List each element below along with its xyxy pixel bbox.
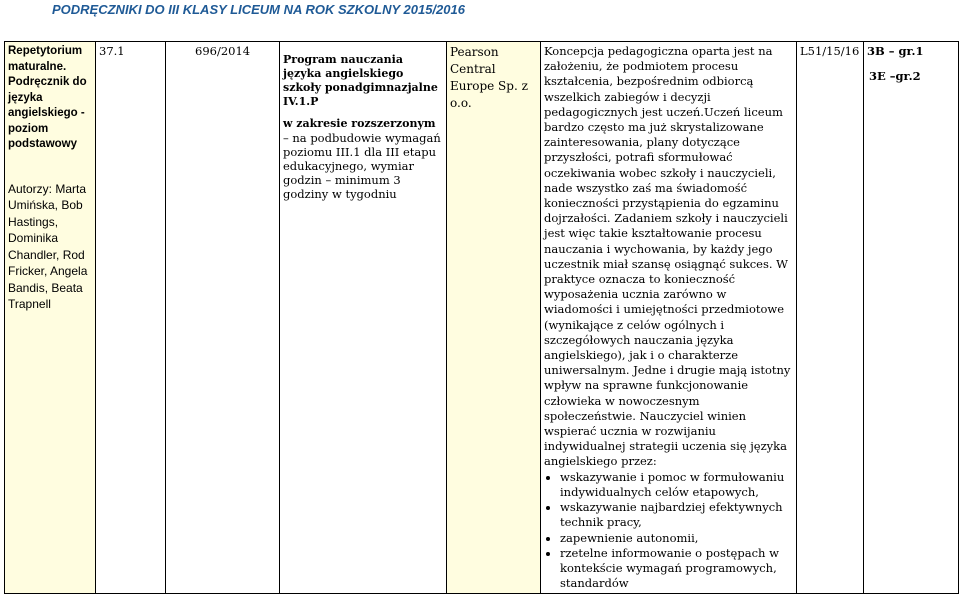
number-cell — [96, 42, 166, 594]
class-group-1: 3B – gr.1 — [867, 44, 924, 58]
table-row — [5, 42, 959, 594]
program-scope: w zakresie rozszerzonym — [283, 117, 436, 130]
program-title: Program nauczania języka angielskiego szkoły ponadgimnazjalne IV.1.P — [283, 53, 438, 108]
approval-number: 696/2014 — [195, 44, 251, 58]
concept-cell — [541, 42, 797, 594]
list-item: • rzetelne informowanie o postępach w kontekście wymagań programowych, standardów — [560, 546, 793, 592]
book-authors: Autorzy: Marta Umińska, Bob Hastings, Dominika Chandler, Rod Fricker, Angela Bandis, Beata Trapnell — [8, 181, 88, 311]
list-item: • wskazywanie najbardziej efektywnych technik pracy, — [560, 500, 793, 530]
book-number: 37.1 — [99, 44, 125, 58]
book-cell — [5, 42, 96, 594]
concept-bullets — [544, 470, 793, 592]
page-header: PODRĘCZNIKI DO III KLASY LICEUM NA ROK SZKOLNY 2015/2016 — [52, 2, 465, 17]
class-cell — [864, 42, 959, 594]
publisher-name: Pearson Central Europe Sp. z o.o. — [450, 45, 528, 110]
class-group-2: 3E –gr.2 — [869, 69, 921, 83]
approval-code: L51/15/16 — [800, 44, 860, 58]
list-item: • zapewnienie autonomii, — [560, 531, 793, 546]
approval-cell — [166, 42, 280, 594]
book-title: Repetytorium maturalne. Podręcznik do języka angielskiego - poziom podstawowy — [8, 45, 87, 150]
program-cell — [280, 42, 447, 594]
concept-text: Koncepcja pedagogiczna oparta jest na założeniu, że podmiotem procesu kształcenia, bezpośrednim odbiorcą wszelkich zabiegów i decyzji pedagogicznych jest uczeń.Uczeń liceum bardzo często ma już skrystalizowane zainteresowania, plany dotyczące przyszłości, potrafi sformułować oczekiwania wobec szkoły i nauczycieli, nade wszystko zaś ma świadomość konieczności przystąpienia do egzaminu dojrzałości. Zadaniem szkoły i nauczycieli jest więc takie kształtowanie procesu nauczania i wychowania, by każdy jego uczestnik miał szansę osiągnąć sukces. W praktyce oznacza to konieczność wyposażenia ucznia zarówno w wiadomości i umiejętności przedmiotowe (wynikające z celów ogólnych i szczegółowych nauczania języka angielskiego), jak i o charakterze uniwersalnym. Jedne i drugie mają istotny wpływ na sprawne funkcjonowanie człowieka w nowoczesnym społeczeństwie. Nauczyciel winien wspierać ucznia w rozwijaniu indywidualnej strategii uczenia się języka angielskiego przez: — [544, 44, 791, 469]
list-item: • wskazywanie i pomoc w formułowaniu indywidualnych celów etapowych, — [560, 470, 793, 500]
textbook-table — [4, 41, 959, 594]
program-text: – na podbudowie wymagań poziomu III.1 dla III etapu edukacyjnego, wymiar godzin – minimum 3 godziny w tygodniu — [283, 131, 441, 201]
publisher-cell — [447, 42, 541, 594]
code-cell — [797, 42, 864, 594]
